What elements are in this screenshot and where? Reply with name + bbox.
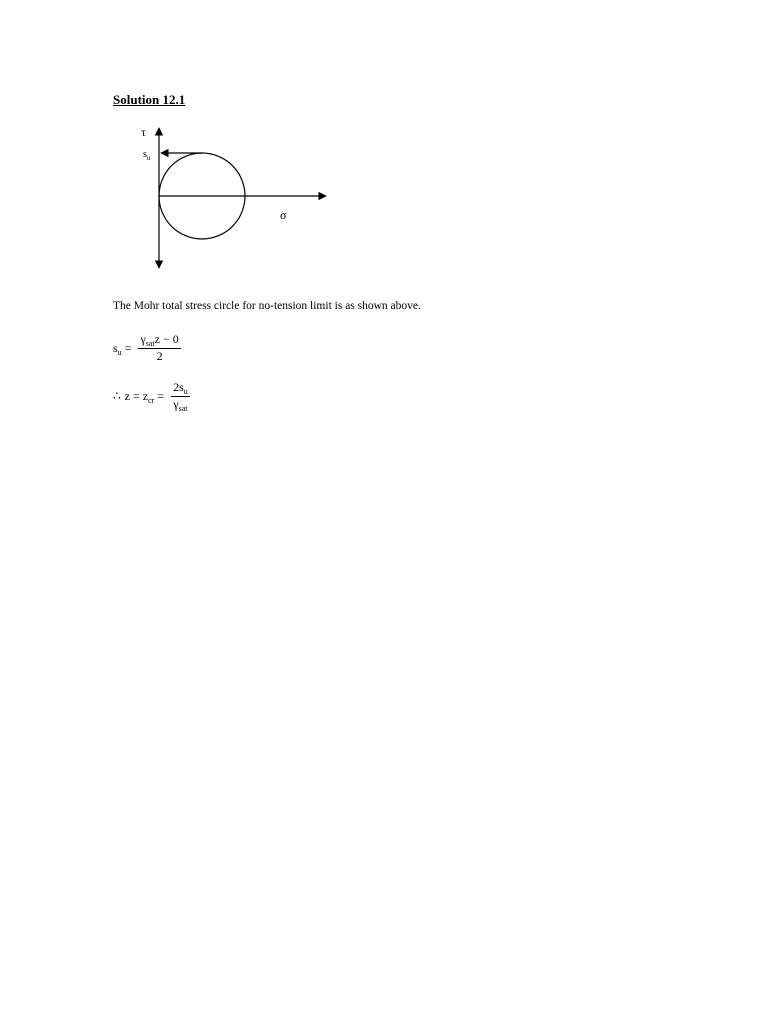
eq2-fraction (171, 380, 190, 413)
tau-label: τ (141, 125, 146, 139)
eq1-equals: = (124, 340, 132, 355)
su-label: $s_u$ (143, 149, 151, 162)
eq2-denominator: $\gamma_{sat}$ (173, 397, 188, 413)
eq1-numerator: $\gamma_{sat}z - 0$ (140, 332, 179, 348)
solution-heading: Solution 12.1 (113, 92, 186, 107)
eq2-equals-a: = (132, 389, 140, 403)
equation-zcr (113, 380, 190, 413)
sigma-label: σ (280, 208, 287, 222)
eq2-equals-b: = (157, 389, 165, 403)
therefore-symbol: ∴ (113, 389, 121, 403)
eq2-z: z (124, 389, 130, 403)
eq1-fraction (138, 332, 180, 364)
mohr-circle-diagram (130, 122, 340, 277)
equation-su (113, 332, 181, 364)
eq1-lhs: $s_u$ (113, 340, 122, 357)
caption-text: The Mohr total stress circle for no-tension limit is as shown above. (113, 300, 421, 312)
eq2-zcr: $z_{cr}$ (142, 389, 155, 405)
eq1-denominator: 2 (156, 349, 163, 363)
eq2-numerator: $2s_u$ (173, 380, 188, 396)
